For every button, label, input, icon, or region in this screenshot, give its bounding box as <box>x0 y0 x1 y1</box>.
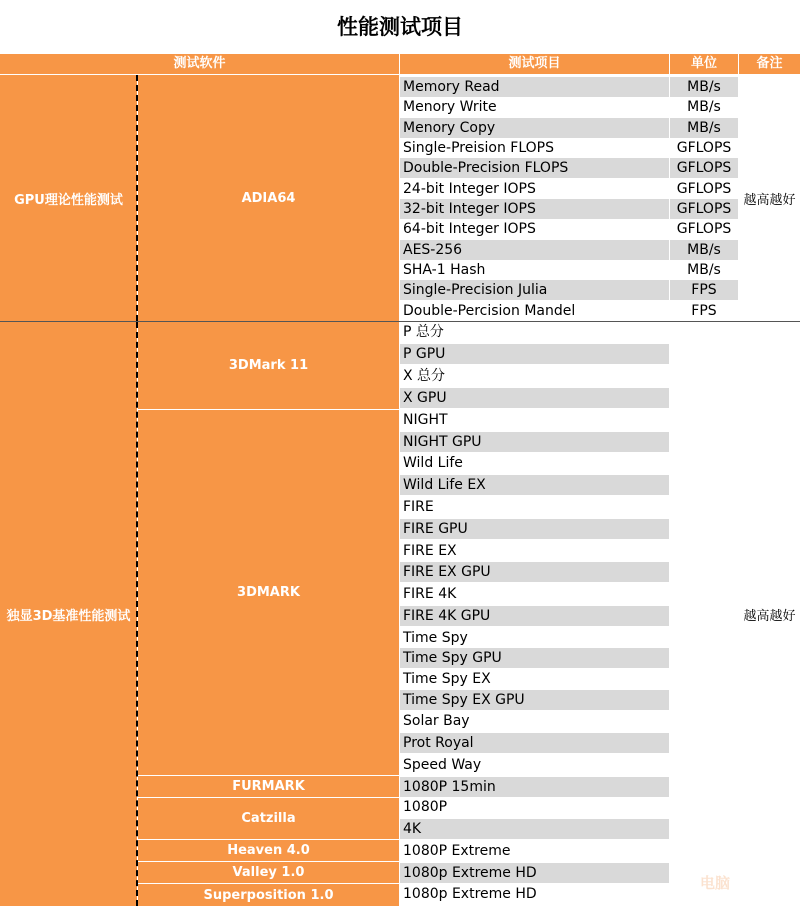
table-cell-item: NIGHT <box>403 412 448 428</box>
table-cell-item: 1080P Extreme <box>403 843 511 859</box>
table-cell-unit: MB/s <box>670 77 738 97</box>
table-cell-unit: GFLOPS <box>676 221 732 237</box>
table-cell-item: FIRE 4K <box>403 586 457 602</box>
table-cell-item: AES-256 <box>400 240 669 260</box>
table-cell-unit: GFLOPS <box>670 158 738 178</box>
table-cell-item: 4K <box>400 819 669 839</box>
table-cell-item: FIRE EX <box>403 543 457 559</box>
category-3d-benchmark: 独显3D基准性能测试 <box>0 322 137 906</box>
table-cell-item: Menory Copy <box>400 118 669 138</box>
row-divider <box>138 839 399 840</box>
table-cell-unit: MB/s <box>670 118 738 138</box>
note-gpu: 越高越好 <box>743 192 796 208</box>
table-cell-item: SHA-1 Hash <box>403 262 486 278</box>
table-cell-unit: MB/s <box>687 99 721 115</box>
table-cell-item: Double-Percision Mandel <box>403 303 576 319</box>
software-adia64: ADIA64 <box>138 75 399 321</box>
table-cell-item: FIRE <box>403 499 434 515</box>
header-software: 测试软件 <box>0 54 399 74</box>
table-cell-item: 1080p Extreme HD <box>400 863 669 883</box>
row-divider <box>138 409 399 410</box>
software-3dmark11: 3DMark 11 <box>138 322 399 409</box>
table-cell-unit: FPS <box>670 280 738 300</box>
table-cell-item: Solar Bay <box>403 713 470 729</box>
software-heaven: Heaven 4.0 <box>138 840 399 861</box>
table-cell-unit: FPS <box>691 303 717 319</box>
table-cell-item: 24-bit Integer IOPS <box>403 181 536 197</box>
table-cell-item: 1080P 15min <box>400 777 669 797</box>
table-cell-item: Wild Life <box>403 455 463 471</box>
note-bench: 越高越好 <box>743 608 796 624</box>
table-cell-item: Prot Royal <box>400 733 669 753</box>
table-cell-item: X 总分 <box>403 368 446 384</box>
software-catzilla: Catzilla <box>138 798 399 839</box>
table-cell-item: FIRE 4K GPU <box>400 606 669 626</box>
table-cell-unit: GFLOPS <box>676 181 732 197</box>
table-cell-unit: GFLOPS <box>676 140 732 156</box>
table-cell-item: 1080P <box>403 799 448 815</box>
table-cell-item: 32-bit Integer IOPS <box>400 199 669 219</box>
software-superposition: Superposition 1.0 <box>138 884 399 906</box>
header-note: 备注 <box>739 54 800 74</box>
table-cell-unit: MB/s <box>670 240 738 260</box>
category-gpu-theory: GPU理论性能测试 <box>0 75 137 321</box>
row-divider <box>138 883 399 884</box>
watermark: 电脑 <box>700 874 731 892</box>
table-cell-item: Time Spy GPU <box>400 648 669 668</box>
table-cell-item: Wild Life EX <box>400 475 669 495</box>
table-cell-item: X GPU <box>400 388 669 408</box>
table-cell-unit: MB/s <box>687 262 721 278</box>
table-cell-item: Time Spy <box>403 630 468 646</box>
row-divider <box>138 861 399 862</box>
table-cell-item: FIRE EX GPU <box>400 562 669 582</box>
column-divider <box>136 75 138 321</box>
table-cell-item: Double-Precision FLOPS <box>400 158 669 178</box>
table-cell-item: Single-Precision Julia <box>400 280 669 300</box>
table-cell-item: Menory Write <box>403 99 497 115</box>
software-valley: Valley 1.0 <box>138 862 399 883</box>
table-cell-item: 1080p Extreme HD <box>403 886 537 902</box>
software-furmark: FURMARK <box>138 776 399 797</box>
row-divider <box>138 797 399 798</box>
software-3dmark: 3DMARK <box>138 410 399 775</box>
table-cell-item: P 总分 <box>403 324 444 340</box>
page-title: 性能测试项目 <box>337 15 463 39</box>
table-cell-item: FIRE GPU <box>400 519 669 539</box>
table-cell-unit: GFLOPS <box>670 199 738 219</box>
table-cell-item: NIGHT GPU <box>400 432 669 452</box>
table-cell-item: Time Spy EX <box>403 671 491 687</box>
table-cell-item: Time Spy EX GPU <box>400 690 669 710</box>
table-cell-item: Memory Read <box>400 77 669 97</box>
header-item: 测试项目 <box>400 54 669 74</box>
table-cell-item: 64-bit Integer IOPS <box>403 221 536 237</box>
table-cell-item: Speed Way <box>403 757 482 773</box>
header-unit: 单位 <box>670 54 738 74</box>
table-cell-item: Single-Preision FLOPS <box>403 140 555 156</box>
table-cell-item: P GPU <box>400 344 669 364</box>
row-divider <box>138 775 399 776</box>
